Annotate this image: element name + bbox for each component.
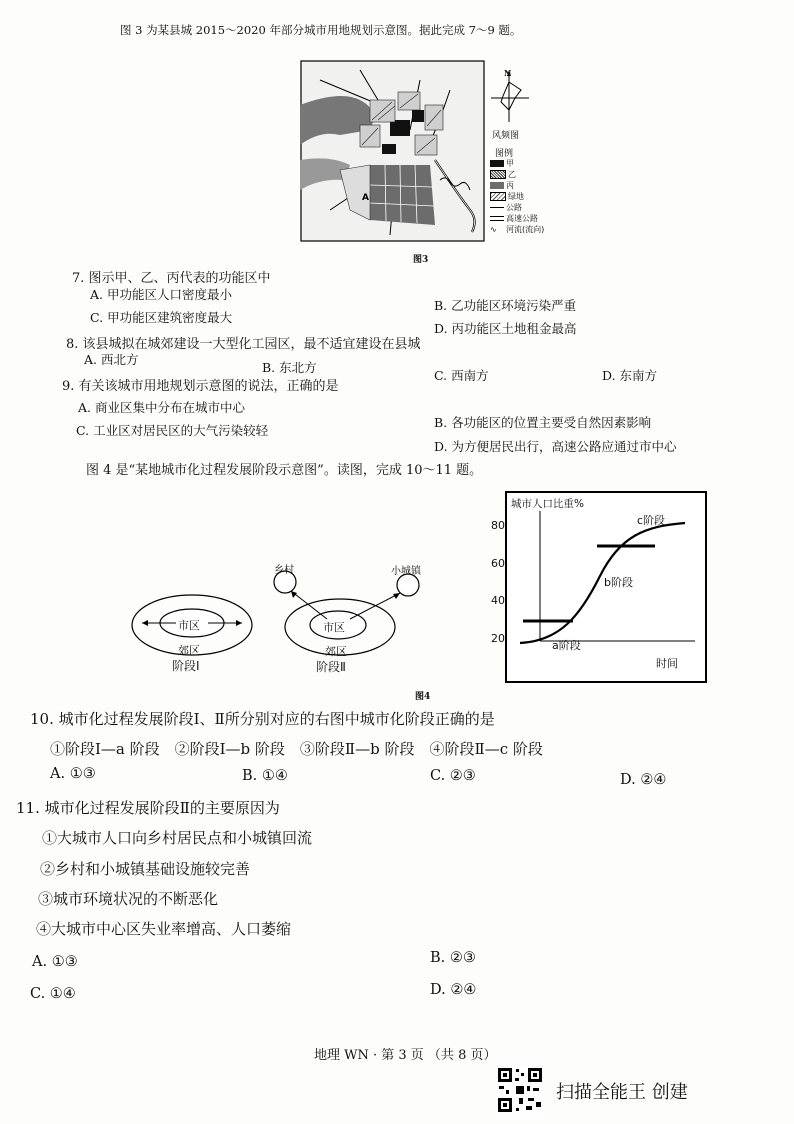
- y-tick-40: 40: [491, 594, 505, 607]
- q8-option-b[interactable]: B. 东北方: [262, 360, 317, 375]
- legend-swatch-green: [490, 192, 506, 201]
- q9-stem: 9. 有关该城市用地规划示意图的说法，正确的是: [62, 379, 339, 394]
- wind-rose-icon: [487, 68, 547, 130]
- scanner-watermark: 扫描全能王 创建: [556, 1082, 688, 1103]
- north-label: N: [504, 68, 512, 78]
- legend-item-road: 公路: [490, 202, 544, 213]
- page-footer: 地理 WN · 第 3 页 （共 8 页）: [314, 1048, 497, 1063]
- fig3-caption: 图3: [413, 255, 429, 265]
- legend-title: 图例: [495, 149, 514, 159]
- phase-a-label: a阶段: [552, 639, 581, 652]
- map-point-a: A: [362, 193, 369, 203]
- legend-swatch-hatched: [490, 170, 506, 179]
- intro-fig4: 图 4 是“某地城市化过程发展阶段示意图”。读图，完成 10～11 题。: [86, 463, 483, 478]
- q11-stem: 11. 城市化过程发展阶段Ⅱ的主要原因为: [16, 799, 280, 817]
- phase-b-label: b阶段: [604, 576, 633, 589]
- q8-stem: 8. 该县城拟在城郊建设一大型化工园区，最不适宜建设在县城: [66, 337, 421, 352]
- y-tick-20: 20: [491, 632, 505, 645]
- q7-option-b[interactable]: B. 乙功能区环境污染严重: [434, 298, 577, 313]
- q9-option-d[interactable]: D. 为方便居民出行，高速公路应通过市中心: [434, 439, 677, 454]
- y-tick-60: 60: [491, 557, 505, 570]
- stage1-suburb-label: 郊区: [178, 644, 200, 657]
- legend-line-expressway: [490, 216, 504, 221]
- stage1-city-label: 市区: [178, 619, 200, 632]
- river-icon: ∿: [490, 225, 497, 234]
- legend-item-river: ∿ 河流(流向): [490, 225, 545, 234]
- q11-option-a[interactable]: A. ①③: [32, 954, 78, 970]
- legend-item-jia: 甲: [490, 158, 544, 169]
- q10-stem: 10. 城市化过程发展阶段Ⅰ、Ⅱ所分别对应的右图中城市化阶段正确的是: [30, 710, 495, 728]
- q8-option-a[interactable]: A. 西北方: [84, 352, 139, 367]
- qr-code-icon: [496, 1066, 544, 1114]
- q11-item-4: ④大城市中心区失业率增高、人口萎缩: [36, 920, 292, 938]
- legend-item-bing: 丙: [490, 180, 544, 191]
- q11-option-d[interactable]: D. ②④: [430, 982, 477, 998]
- stage1-label: 阶段Ⅰ: [172, 659, 200, 673]
- q10-option-d[interactable]: D. ②④: [620, 772, 667, 788]
- chart-y-title: 城市人口比重%: [511, 498, 584, 510]
- q7-option-c[interactable]: C. 甲功能区建筑密度最大: [90, 310, 233, 325]
- stage2-suburb-label: 郊区: [325, 645, 347, 658]
- village-label: 乡村: [274, 565, 294, 576]
- intro-fig3: 图 3 为某县城 2015～2020 年部分城市用地规划示意图。据此完成 7～9 题。: [120, 23, 522, 37]
- fig4-caption: 图4: [415, 692, 431, 702]
- legend-item-yi: 乙: [490, 169, 544, 180]
- q7-option-a[interactable]: A. 甲功能区人口密度最小: [90, 287, 232, 302]
- legend-item-expressway: 高速公路: [490, 213, 544, 224]
- q9-option-c[interactable]: C. 工业区对居民区的大气污染较轻: [76, 423, 269, 438]
- q11-item-1: ①大城市人口向乡村居民点和小城镇回流: [42, 829, 313, 847]
- legend-line-road: [490, 207, 504, 208]
- legend-item-green: 绿地: [490, 191, 544, 202]
- q10-items: ①阶段Ⅰ—a 阶段 ②阶段Ⅰ—b 阶段 ③阶段Ⅱ—b 阶段 ④阶段Ⅱ—c 阶段: [50, 740, 543, 758]
- chart-x-title: 时间: [656, 657, 678, 670]
- y-tick-80: 80: [491, 519, 505, 532]
- stage2-label: 阶段Ⅱ: [316, 660, 346, 674]
- q7-option-d[interactable]: D. 丙功能区土地租金最高: [434, 321, 577, 336]
- q11-option-c[interactable]: C. ①④: [30, 986, 76, 1002]
- map-legend: [490, 158, 544, 235]
- town-label: 小城镇: [391, 566, 421, 577]
- q9-option-a[interactable]: A. 商业区集中分布在城市中心: [78, 400, 245, 415]
- legend-swatch-black: [490, 160, 504, 167]
- q10-option-c[interactable]: C. ②③: [430, 768, 476, 784]
- q7-stem: 7. 图示甲、乙、丙代表的功能区中: [72, 271, 271, 286]
- phase-c-label: c阶段: [637, 514, 666, 527]
- q9-option-b[interactable]: B. 各功能区的位置主要受自然因素影响: [434, 415, 652, 430]
- q11-item-2: ②乡村和小城镇基础设施较完善: [40, 860, 251, 878]
- q8-option-c[interactable]: C. 西南方: [434, 368, 489, 383]
- q10-option-b[interactable]: B. ①④: [242, 768, 288, 784]
- q8-option-d[interactable]: D. 东南方: [602, 368, 658, 383]
- q10-option-a[interactable]: A. ①③: [50, 766, 96, 782]
- q11-option-b[interactable]: B. ②③: [430, 950, 476, 966]
- stage2-city-label: 市区: [323, 621, 345, 634]
- legend-swatch-grey: [490, 182, 504, 189]
- wind-rose-label: 风频图: [492, 131, 520, 141]
- city-landuse-map: [300, 60, 485, 242]
- q11-item-3: ③城市环境状况的不断恶化: [38, 890, 219, 908]
